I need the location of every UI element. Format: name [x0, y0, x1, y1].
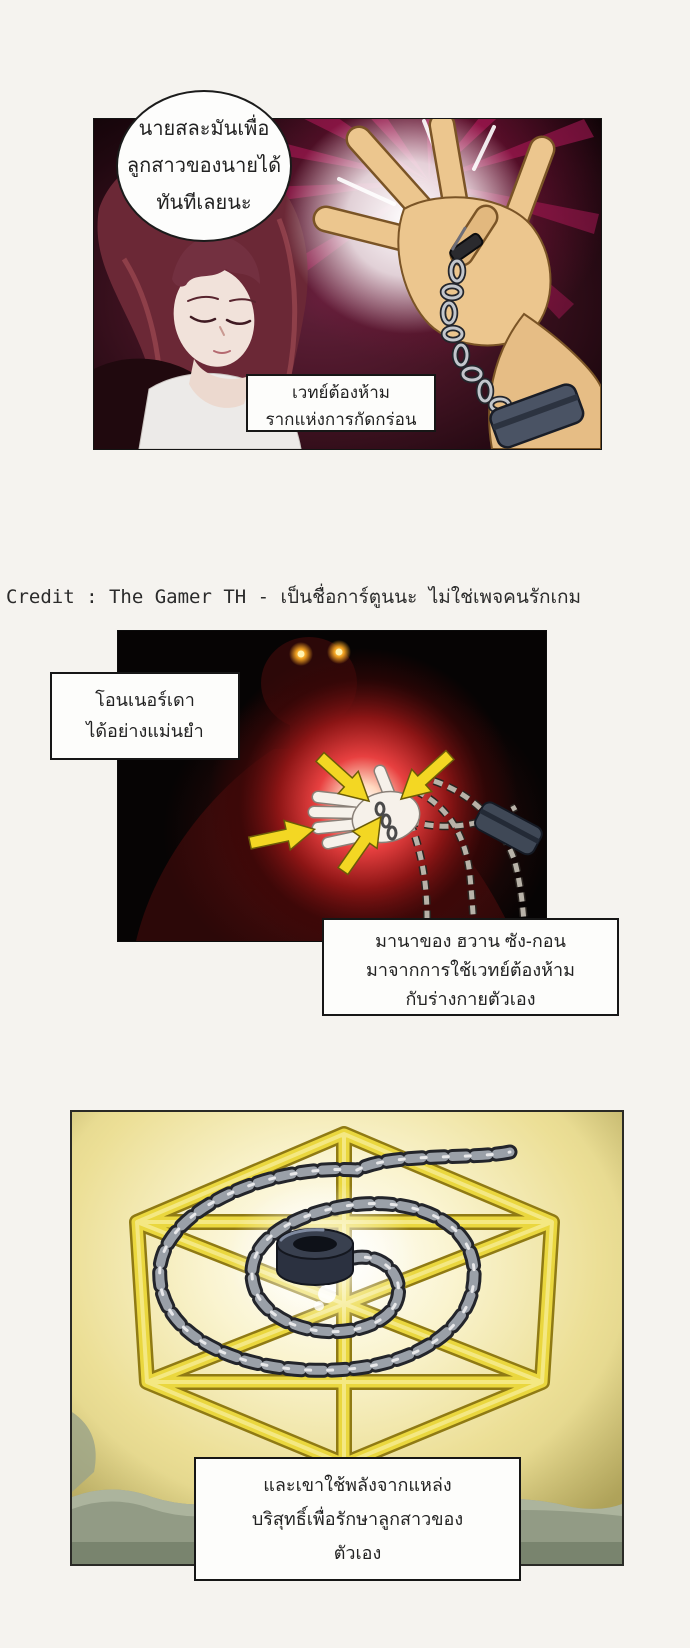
caption-line: มาจากการใช้เวทย์ต้องห้าม: [365, 960, 575, 980]
caption-box-forbidden-spell: [246, 374, 436, 432]
speech-bubble: [116, 90, 292, 242]
caption-line: โอนเนอร์เดา: [95, 690, 195, 710]
caption-box-mana: [322, 918, 619, 1016]
caption-box-pure-source: [194, 1457, 521, 1581]
caption-line: บริสุทธิ์เพื่อรักษาลูกสาวของ: [251, 1509, 464, 1529]
drip-glow: [318, 1285, 336, 1303]
caption-line: มานาของ ฮวาน ซัง-กอน: [375, 931, 566, 951]
credit-line: Credit : The Gamer TH - เป็นชื่อการ์ตูนนะ ไม่ใช่เพจคนรักเกม: [6, 586, 582, 608]
caption-line: กับร่างกายตัวเอง: [405, 989, 536, 1009]
speech-line: ทันทีเลยนะ: [156, 191, 252, 214]
caption-line: เวทย์ต้องห้าม: [291, 383, 391, 402]
caption-line: ได้อย่างแม่นยำ: [86, 721, 204, 741]
speech-line: ลูกสาวของนายได้: [126, 154, 282, 177]
caption-line: และเขาใช้พลังจากแหล่ง: [263, 1475, 452, 1495]
caption-line: ตัวเอง: [333, 1543, 382, 1563]
speech-line: นายสละมันเพื่อ: [138, 117, 270, 140]
caption-box-oneder: [50, 672, 240, 760]
caption-line: รากแห่งการกัดกร่อน: [265, 410, 417, 429]
